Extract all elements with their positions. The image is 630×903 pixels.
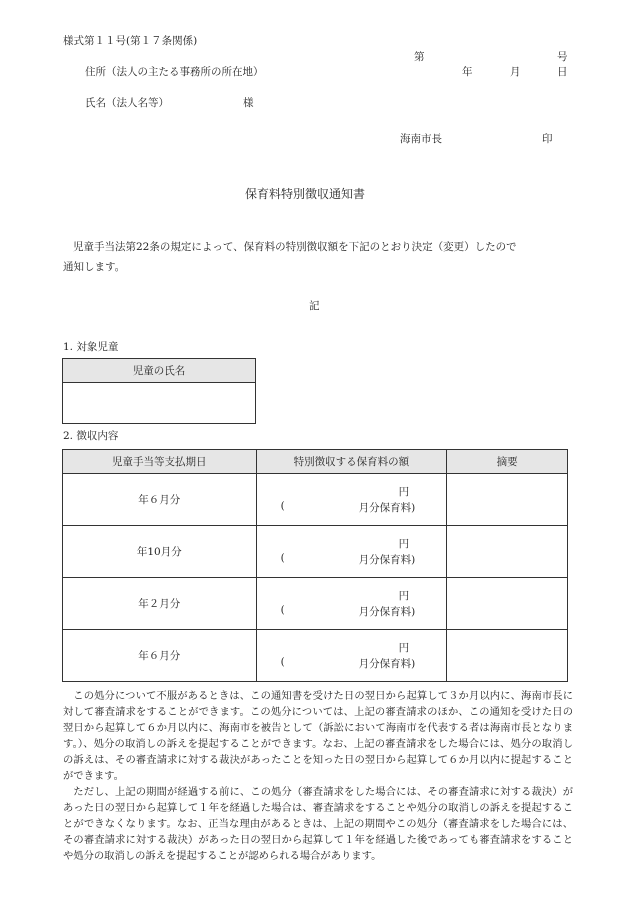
address-label: 住所（法人の主たる事務所の所在地） — [85, 66, 264, 78]
section-2-heading: 2. 徴収内容 — [63, 430, 119, 442]
payment-period-cell: 年６月分 — [63, 630, 257, 682]
document-number-suffix: 号 — [557, 51, 568, 63]
open-paren: ( — [280, 656, 285, 668]
issuer: 海南市長 — [400, 133, 442, 145]
amount-cell — [256, 526, 447, 578]
amount-cell — [256, 578, 447, 630]
remarks-cell — [447, 474, 568, 526]
collection-table — [62, 449, 568, 682]
open-paren: ( — [280, 604, 285, 616]
open-paren: ( — [280, 552, 285, 564]
seal-mark: 印 — [542, 133, 553, 145]
intro-line-2: 通知します。 — [63, 261, 126, 273]
child-table — [62, 358, 256, 424]
column-header-payment-period: 児童手当等支払期日 — [63, 450, 257, 474]
remarks-cell — [447, 578, 568, 630]
yen-unit: 円 — [398, 538, 410, 550]
payment-period-cell: 年２月分 — [63, 578, 257, 630]
fee-month-label: 月分保育料) — [358, 658, 416, 670]
document-number-prefix: 第 — [414, 51, 425, 63]
yen-unit: 円 — [398, 590, 410, 602]
honorific: 様 — [243, 97, 254, 109]
child-name-header: 児童の氏名 — [63, 359, 256, 383]
amount-cell — [256, 630, 447, 682]
date-day: 日 — [557, 66, 568, 78]
table-row — [63, 630, 568, 682]
name-label: 氏名（法人名等） — [85, 97, 169, 109]
appeal-notice — [63, 688, 573, 864]
remarks-cell — [447, 630, 568, 682]
payment-period-cell: 年６月分 — [63, 474, 257, 526]
child-name-cell — [63, 383, 256, 424]
open-paren: ( — [280, 500, 285, 512]
date-month: 月 — [510, 66, 521, 78]
fee-month-label: 月分保育料) — [358, 554, 416, 566]
amount-cell — [256, 474, 447, 526]
fee-month-label: 月分保育料) — [358, 606, 416, 618]
appeal-paragraph-1: この処分について不服があるときは、この通知書を受けた日の翌日から起算して３か月以内に、海南市長に対して審査請求をすることができます。この処分については、上記の審査請求のほか、この通知を受けた日の翌日から起算して６か月以内に、海南市を被告として（訴訟において海南市を代表する者は海南市長となります。）、処分の取消しの訴えを提起することができます。なお、上記の審査請求をした場合には、処分の取消しの訴えは、その審査請求に対する裁決があったことを知った日の翌日から起算して６か月以内に提起することができます。 — [63, 690, 573, 782]
yen-unit: 円 — [398, 642, 410, 654]
form-number: 様式第１１号(第１７条関係) — [63, 35, 198, 47]
table-row — [63, 526, 568, 578]
ki-label: 記 — [309, 300, 320, 312]
table-row — [63, 474, 568, 526]
remarks-cell — [447, 526, 568, 578]
column-header-remarks: 摘要 — [447, 450, 568, 474]
fee-month-label: 月分保育料) — [358, 502, 416, 514]
payment-period-cell: 年10月分 — [63, 526, 257, 578]
column-header-amount: 特別徴収する保育料の額 — [256, 450, 447, 474]
table-row — [63, 578, 568, 630]
appeal-paragraph-2: ただし、上記の期間が経過する前に、この処分（審査請求をした場合には、その審査請求に対する裁決）があった日の翌日から起算して１年を経過した場合は、審査請求をすることや処分の取消しの訴えを提起することができなくなります。なお、正当な理由があるときは、上記の期間やこの処分（審査請求をした場合には、その審査請求に対する裁決）があった日の翌日から起算して１年を経過した後であっても審査請求をすることや処分の取消しの訴えを提起することが認められる場合があります。 — [63, 786, 573, 862]
section-1-heading: 1. 対象児童 — [63, 341, 119, 353]
document-title: 保育料特別徴収通知書 — [245, 187, 366, 201]
date-year: 年 — [462, 66, 473, 78]
intro-line-1: 児童手当法第22条の規定によって、保育料の特別徴収額を下記のとおり決定（変更）したので — [73, 241, 517, 253]
yen-unit: 円 — [398, 486, 410, 498]
table-header-row — [63, 450, 568, 474]
